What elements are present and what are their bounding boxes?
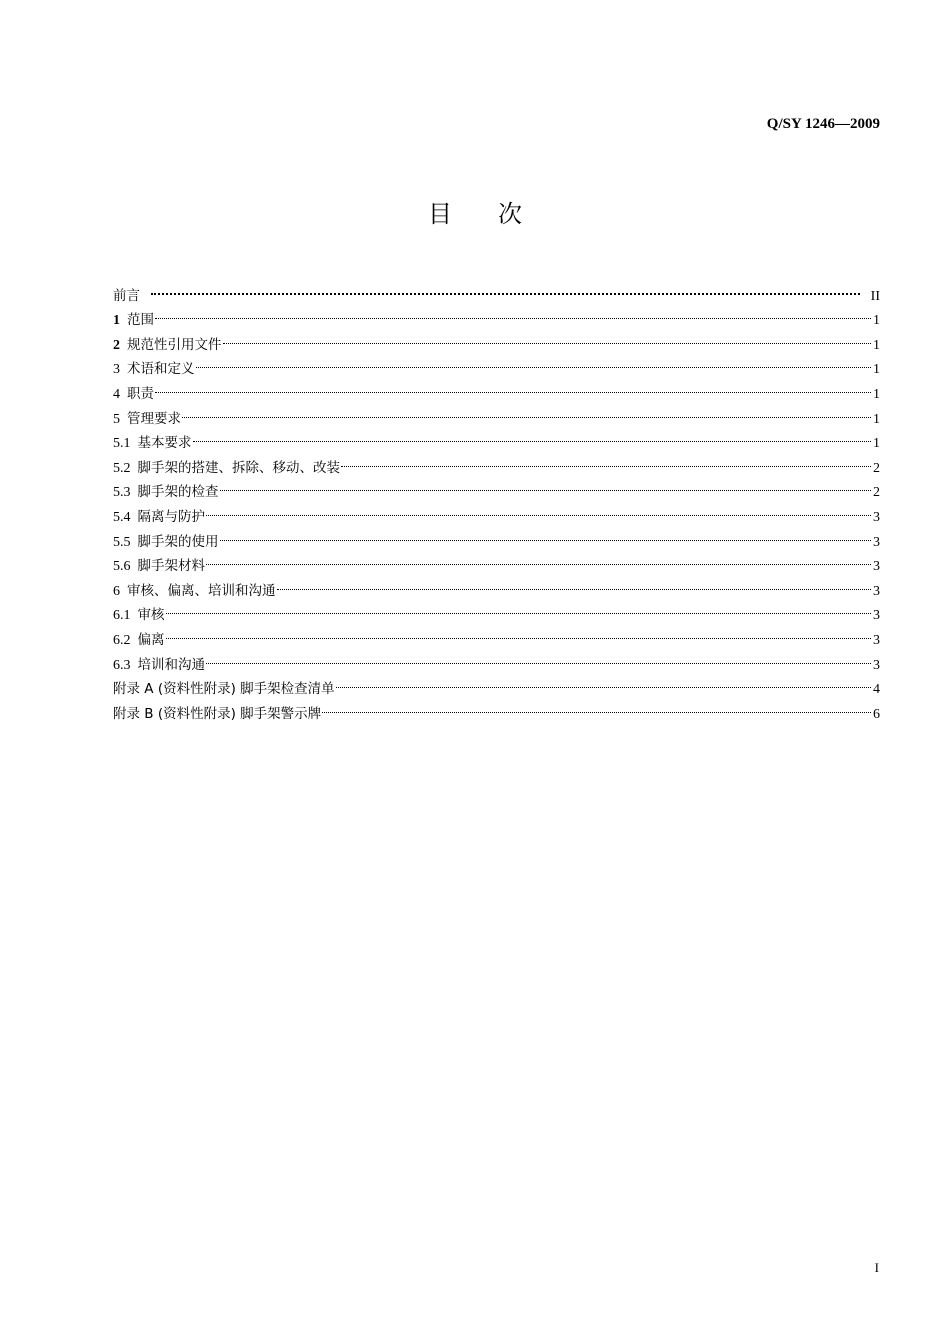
toc-entry-label: 脚手架材料 (137, 558, 205, 575)
toc-entry-page: 4 (873, 682, 880, 698)
toc-entry-1[interactable] (113, 300, 880, 329)
page-number: I (874, 1260, 879, 1275)
toc-entry-2[interactable] (113, 324, 880, 353)
toc-entry-label: 职责 (127, 385, 154, 402)
toc-entry-5-6[interactable] (113, 546, 880, 575)
standard-code: Q/SY 1246—2009 (766, 116, 880, 132)
toc-entry-label: 偏离 (137, 631, 165, 648)
toc-leader (182, 398, 871, 423)
toc-entry-number: 5 (113, 411, 120, 427)
toc-entry-page: 1 (873, 362, 880, 378)
table-of-contents (113, 275, 880, 722)
toc-leader (336, 669, 871, 694)
toc-entry-page: 3 (873, 509, 880, 525)
toc-leader (220, 472, 872, 497)
toc-entry-number: 6 (113, 583, 120, 599)
toc-entry-label: 附录 A (资料性附录) 脚手架检查清单 (113, 681, 335, 698)
toc-entry-6-2[interactable] (113, 619, 880, 648)
toc-entry-label: 隔离与防护 (137, 508, 205, 525)
toc-leader (277, 570, 872, 595)
toc-entry-5-2[interactable] (113, 447, 880, 476)
toc-entry-number: 5.3 (113, 485, 131, 501)
toc-leader (196, 349, 872, 374)
toc-entry-label: 脚手架的检查 (137, 484, 219, 501)
toc-entry-page: 3 (873, 583, 880, 599)
toc-entry-5-3[interactable] (113, 472, 880, 501)
toc-entry-label: 前言 (113, 287, 140, 304)
toc-entry-label: 管理要求 (127, 410, 181, 427)
toc-entry-page: 1 (873, 337, 880, 353)
toc-entry-label: 培训和沟通 (137, 656, 205, 673)
toc-entry-page: 6 (873, 706, 880, 722)
toc-title-part2: 次 (498, 200, 522, 228)
toc-leader (206, 496, 871, 521)
toc-entry-page: 1 (873, 313, 880, 329)
toc-entry-number: 2 (113, 337, 120, 353)
toc-entry-page: 2 (873, 485, 880, 501)
toc-entry-page: 3 (873, 657, 880, 673)
toc-entry-preface[interactable] (113, 275, 880, 304)
toc-entry-page: 3 (873, 632, 880, 648)
toc-entry-4[interactable] (113, 373, 880, 402)
toc-entry-6-3[interactable] (113, 644, 880, 673)
toc-entry-number: 5.4 (113, 509, 131, 525)
toc-entry-page: 1 (873, 386, 880, 402)
toc-title-part1: 目 (428, 200, 452, 228)
toc-leader (341, 447, 871, 472)
toc-leader (155, 373, 871, 398)
toc-entry-label: 审核、偏离、培训和沟通 (127, 582, 276, 599)
toc-entry-page: 3 (873, 608, 880, 624)
toc-leader (166, 595, 872, 620)
toc-entry-number: 5.2 (113, 460, 131, 476)
toc-entry-page: 1 (873, 411, 880, 427)
toc-leader (206, 546, 871, 571)
toc-entry-label: 术语和定义 (127, 361, 195, 378)
toc-entry-page: II (870, 288, 880, 304)
toc-entry-label: 审核 (137, 607, 165, 624)
toc-entry-5-4[interactable] (113, 496, 880, 525)
toc-leader (155, 300, 871, 325)
toc-leader (220, 521, 872, 546)
toc-entry-number: 5.1 (113, 436, 131, 452)
toc-entry-5[interactable] (113, 398, 880, 427)
toc-entry-appendix-a[interactable] (113, 669, 880, 698)
toc-leader (151, 275, 860, 300)
toc-entry-number: 6.1 (113, 608, 131, 624)
toc-leader (223, 324, 872, 349)
toc-entry-number: 5.5 (113, 534, 131, 550)
toc-entry-label: 脚手架的使用 (137, 533, 219, 550)
toc-entry-label: 脚手架的搭建、拆除、移动、改装 (137, 459, 340, 476)
toc-entry-label: 规范性引用文件 (127, 336, 222, 353)
toc-title (0, 198, 950, 230)
toc-leader (166, 619, 872, 644)
toc-entry-number: 6.2 (113, 632, 131, 648)
toc-entry-label: 附录 B (资料性附录) 脚手架警示牌 (113, 705, 322, 722)
toc-entry-3[interactable] (113, 349, 880, 378)
toc-entry-label: 基本要求 (137, 435, 192, 452)
toc-entry-6[interactable] (113, 570, 880, 599)
toc-entry-page: 2 (873, 460, 880, 476)
toc-entry-label: 范围 (127, 312, 154, 329)
toc-entry-page: 1 (873, 436, 880, 452)
toc-entry-page: 3 (873, 559, 880, 575)
toc-leader (206, 644, 871, 669)
toc-entry-5-1[interactable] (113, 423, 880, 452)
toc-entry-number: 5.6 (113, 559, 131, 575)
toc-entry-number: 3 (113, 362, 120, 378)
toc-leader (322, 693, 871, 718)
toc-entry-6-1[interactable] (113, 595, 880, 624)
toc-entry-number: 6.3 (113, 657, 131, 673)
toc-entry-page: 3 (873, 534, 880, 550)
toc-entry-5-5[interactable] (113, 521, 880, 550)
toc-entry-number: 4 (113, 386, 120, 402)
toc-entry-number: 1 (113, 313, 120, 329)
toc-leader (193, 423, 872, 448)
